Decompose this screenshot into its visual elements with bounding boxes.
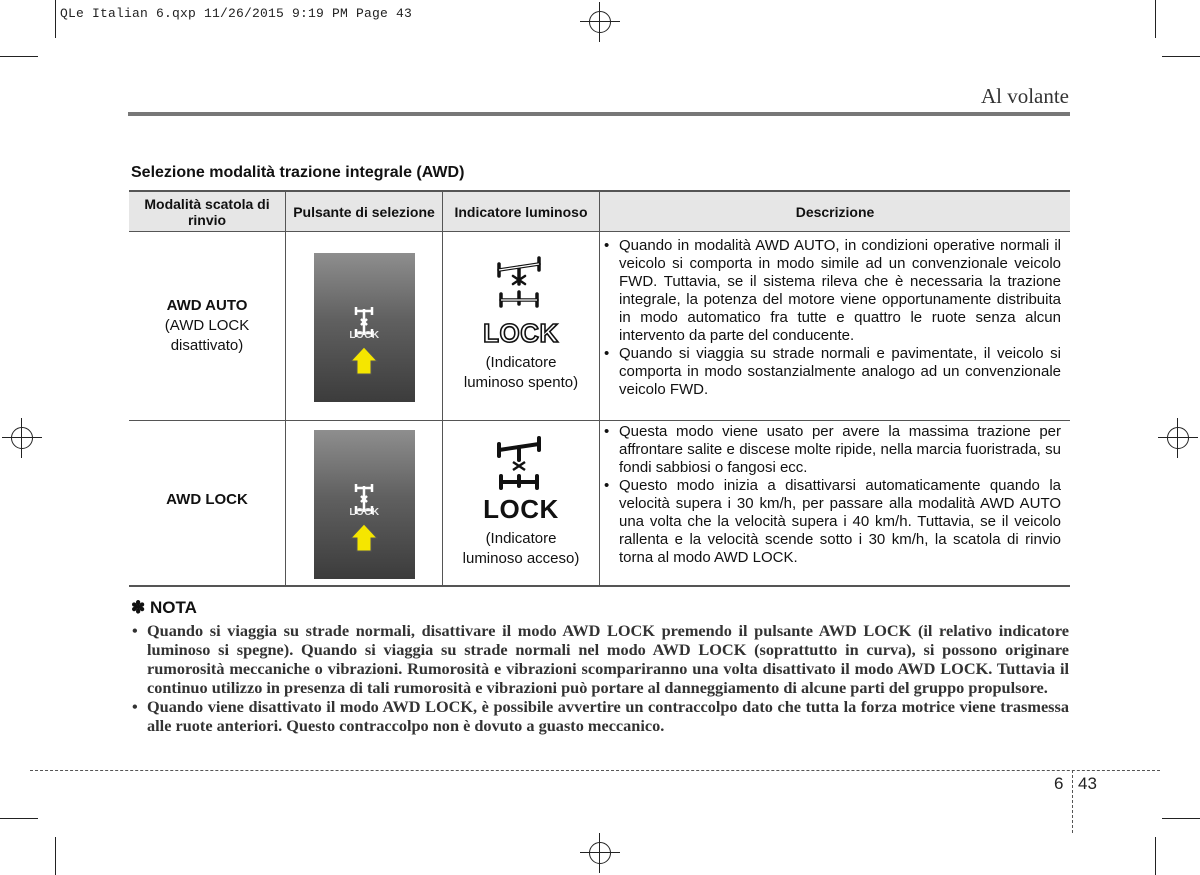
- list-item: • Questo modo inizia a disattivarsi automaticamente quando la velocità supera i 30 km/h, per passare alla modalità AWD AUTO una volta che la velocità supera i 40 km/h. Tuttavia, se il veicolo rallenta e la velocità scende sotto i 30 km/h, la scatola di rinvio torna al modo AWD LOCK.: [600, 477, 1061, 567]
- row-divider: [129, 420, 1070, 421]
- header-mode: Modalità scatola di rinvio: [144, 196, 270, 228]
- registration-mark: [2, 418, 42, 458]
- table-bottom-rule: [129, 585, 1070, 587]
- list-item: • Quando in modalità AWD AUTO, in condizioni operative normali il veicolo si comporta in modo simile ad un convenzionale veicolo FWD. Tuttavia, se il sistema rileva che è necessaria la trazione integrale, la potenza del motore viene opportunamente distribuita in modo automatico fra tutte e quattro le ruote senza alcun intervento da parte del conducente.: [600, 237, 1061, 345]
- indicator-caption: (Indicatore luminoso spento): [463, 354, 579, 391]
- indicator-lock-text-off: LOCK: [483, 318, 559, 348]
- awd-lock-indicator-icon-on: [485, 436, 555, 494]
- header-button: Pulsante di selezione: [293, 204, 435, 220]
- row-awd-auto-mode: [129, 296, 285, 356]
- registration-mark: [580, 2, 620, 42]
- list-item: • Quando si viaggia su strade normali, disattivare il modo AWD LOCK premendo il pulsante AWD LOCK (il relativo indicatore luminoso si spegne). Quando si viaggia su strade normali nel modo AWD LOCK (soprattutto in curva), si possono originare rumorosità meccaniche o vibrazioni. Rumorosità e vibrazioni scompariranno una volta disattivato il modo AWD LOCK. Tuttavia il continuo utilizzo in presenza di tali rumorosità e vibrazioni può portare al danneggiamento di alcune parti del gruppo propulsore.: [131, 621, 1069, 697]
- nota-title: ✽ NOTA: [131, 598, 197, 617]
- table-title: Selezione modalità trazione integrale (AWD): [131, 164, 465, 181]
- list-item: • Questa modo viene usato per avere la massima trazione per affrontare salite e discese molte ripide, nella marcia fuoristrada, su fondi sabbiosi o fangosi ecc.: [600, 423, 1061, 477]
- row-awd-lock-mode: [129, 490, 285, 510]
- footer-dashed-divider: [1072, 770, 1073, 833]
- awd-lock-button: [314, 430, 415, 579]
- col-divider: [285, 190, 286, 587]
- list-item: • Quando si viaggia su strade normali e pavimentate, il veicolo si comporta in modo sostanzialmente analogo ad un convenzionale veicolo FWD.: [600, 345, 1061, 399]
- indicator-caption: (Indicatore luminoso acceso): [462, 530, 580, 567]
- row-awd-lock-description: [600, 423, 1061, 567]
- registration-mark: [1158, 418, 1198, 458]
- mode-name: AWD AUTO: [166, 297, 248, 314]
- crop-mark: [0, 818, 38, 819]
- crop-mark: [1162, 56, 1200, 57]
- button-lock-label: LOCK: [349, 507, 380, 518]
- awd-lock-indicator-icon-off: [485, 256, 555, 314]
- awd-mode-table: [129, 190, 1070, 587]
- header-rule: [128, 112, 1070, 116]
- nota-body: [131, 621, 1069, 735]
- footer-dashed-rule: [30, 770, 1160, 771]
- crop-mark: [1155, 837, 1156, 875]
- section-title: Al volante: [980, 84, 1069, 108]
- chapter-number: 6: [1054, 774, 1064, 793]
- mode-note: (AWD LOCK: [164, 317, 250, 334]
- mode-name: AWD LOCK: [166, 491, 248, 508]
- mode-note: disattivato): [170, 337, 244, 354]
- list-item: • Quando viene disattivato il modo AWD LOCK, è possibile avvertire un contraccolpo dato che tutta la forza motrice viene trasmessa alle ruote anteriori. Questo contraccolpo non è dovuto a guasto meccanico.: [131, 697, 1069, 735]
- button-lock-label: LOCK: [349, 330, 380, 341]
- awd-lock-button: [314, 253, 415, 402]
- header-description: Descrizione: [795, 204, 875, 220]
- header-indicator: Indicatore luminoso: [454, 204, 588, 220]
- crop-mark: [1155, 0, 1156, 38]
- page-number: 43: [1078, 774, 1097, 793]
- arrow-up-icon: [314, 344, 415, 378]
- registration-mark: [580, 833, 620, 873]
- crop-mark: [1162, 818, 1200, 819]
- indicator-lock-text-on: LOCK: [483, 494, 559, 524]
- crop-mark: [55, 0, 56, 38]
- crop-mark: [0, 56, 38, 57]
- print-slug: QLe Italian 6.qxp 11/26/2015 9:19 PM Page 43: [60, 6, 413, 21]
- crop-mark: [55, 837, 56, 875]
- row-awd-auto-description: [600, 237, 1061, 399]
- arrow-up-icon: [314, 521, 415, 555]
